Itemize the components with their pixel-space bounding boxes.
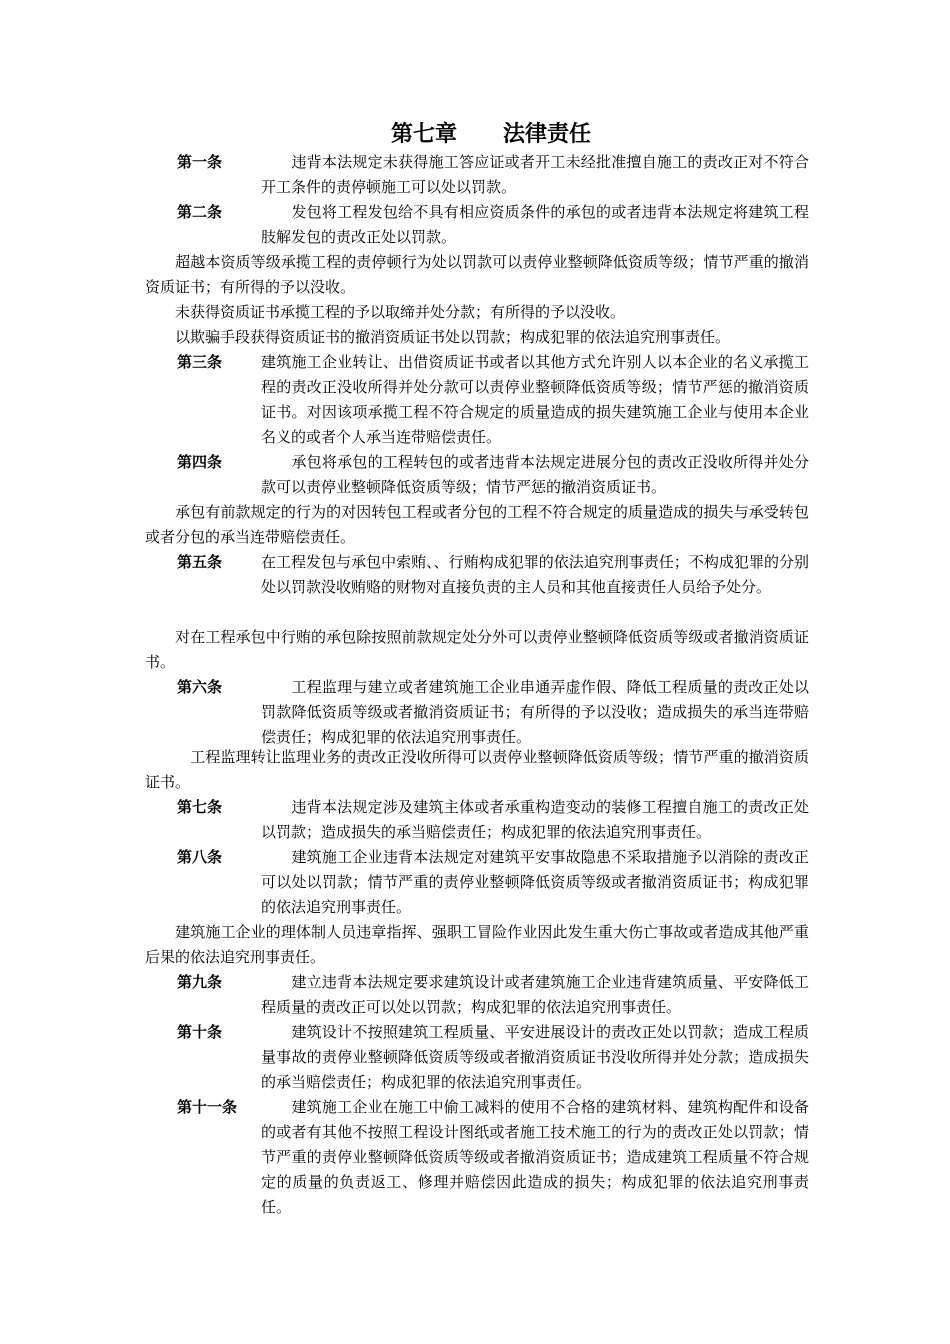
article-label: 第三条 [177,353,223,371]
article-text: 违背本法规定涉及建筑主体或者承重构造变动的装修工程擅自施工的责改正处以罚款；造成损失的承当赔偿责任；构成犯罪的依法追究刑事责任。 [261,798,809,841]
article-label: 第一条 [177,153,223,171]
article-label: 第十条 [177,1023,223,1041]
paragraph: 工程监理转让监理业务的责改正没收所得可以责停业整顿降低资质等级；情节严重的撤消资质证书。 [145,748,809,791]
article-text: 工程监理与建立或者建筑施工企业串通弄虚作假、降低工程质量的责改正处以罚款降低资质等级或者撤消资质证书；有所得的予以没收；造成损失的承当连带赔偿责任；构成犯罪的依法追究刑事责任。 [261,678,809,746]
article-text: 承包将承包的工程转包的或者违背本法规定进展分包的责改正没收所得并处分款可以责停业整顿降低资质等级；情节严惩的撤消资质证书。 [261,453,809,496]
article-label: 第八条 [177,848,223,866]
paragraph: 建筑施工企业的理体制人员违章指挥、强职工冒险作业因此发生重大伤亡事故或者造成其他严重后果的依法追究刑事责任。 [145,923,809,966]
article-label: 第九条 [177,973,223,991]
article-label: 第五条 [177,553,223,571]
paragraph: 承包有前款规定的行为的对因转包工程或者分包的工程不符合规定的质量造成的损失与承受转包或者分包的承当连带赔偿责任。 [145,503,809,546]
paragraph: 未获得资质证书承揽工程的予以取缔并处分款；有所得的予以没收。 [145,303,626,321]
article-text: 违背本法规定未获得施工答应证或者开工未经批准擅自施工的责改正对不符合开工条件的责停顿施工可以处以罚款。 [261,153,809,196]
article-label: 第四条 [177,453,223,471]
article-text: 建立违背本法规定要求建筑设计或者建筑施工企业违背建筑质量、平安降低工程质量的责改正可以处以罚款；构成犯罪的依法追究刑事责任。 [261,973,809,1016]
article-label: 第十一条 [177,1098,238,1116]
article-text: 建筑施工企业转让、出借资质证书或者以其他方式允许别人以本企业的名义承揽工程的责改正没收所得并处分款可以责停业整顿降低资质等级；情节严惩的撤消资质证书。对因该项承揽工程不符合规定的质量造成的损失建筑施工企业与使用本企业名义的或者个人承当连带赔偿责任。 [261,353,809,446]
article-text: 建筑设计不按照建筑工程质量、平安进展设计的责改正处以罚款；造成工程质量事故的责停业整顿降低资质等级或者撤消资质证书没收所得并处分款；造成损失的承当赔偿责任；构成犯罪的依法追究刑事责任。 [261,1023,809,1091]
article-label: 第六条 [177,678,223,696]
article-label: 第七条 [177,798,223,816]
paragraph: 超越本资质等级承揽工程的责停顿行为处以罚款可以责停业整顿降低资质等级；情节严重的撤消资质证书；有所得的予以没收。 [145,253,809,296]
article-label: 第二条 [177,203,223,221]
paragraph: 以欺骗手段获得资质证书的撤消资质证书处以罚款；构成犯罪的依法追究刑事责任。 [145,328,731,346]
article-text: 在工程发包与承包中索贿、、行贿构成犯罪的依法追究刑事责任；不构成犯罪的分别处以罚款没收贿赂的财物对直接负责的主人员和其他直接责任人员给予处分。 [261,553,809,596]
article-text: 发包将工程发包给不具有相应资质条件的承包的或者违背本法规定将建筑工程肢解发包的责改正处以罚款。 [261,203,809,246]
paragraph: 对在工程承包中行贿的承包除按照前款规定处分外可以责停业整顿降低资质等级或者撤消资质证书。 [145,628,809,671]
article-text: 建筑施工企业在施工中偷工减料的使用不合格的建筑材料、建筑构配件和设备的或者有其他不按照工程设计图纸或者施工技术施工的行为的责改正处以罚款；情节严重的责停业整顿降低资质等级或者撤消资质证书；造成建筑工程质量不符合规定的质量的负责返工、修理并赔偿因此造成的损失；构成犯罪的依法追究刑事责任。 [261,1098,809,1216]
article-text: 建筑施工企业违背本法规定对建筑平安事故隐患不采取措施予以消除的责改正可以处以罚款；情节严重的责停业整顿降低资质等级或者撤消资质证书；构成犯罪的依法追究刑事责任。 [261,848,809,916]
chapter-title: 第七章 法律责任 [391,122,591,147]
